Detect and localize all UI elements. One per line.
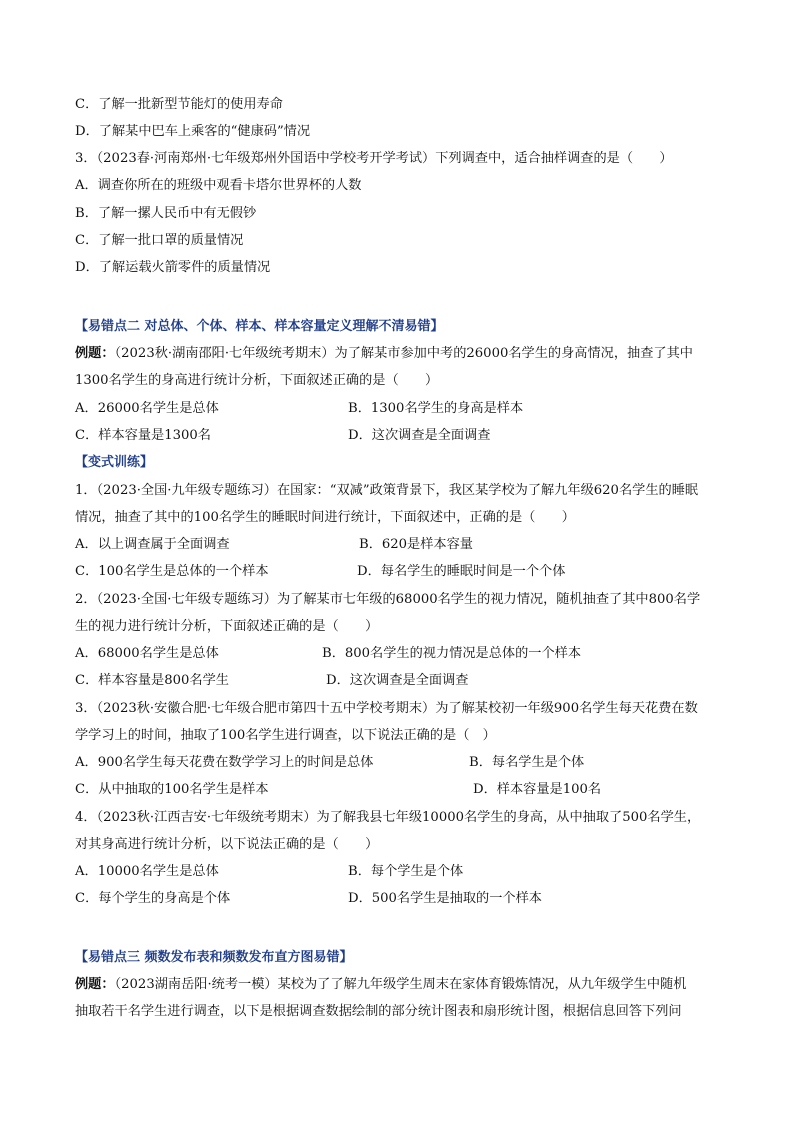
q2-option-a: A．68000名学生是总体 (75, 646, 219, 661)
q3-option-d: D．样本容量是100名 (473, 782, 602, 797)
question-3-option-c: C．了解一批口罩的质量情况 (75, 233, 244, 248)
example-text: （2023秋·湖南邵阳·七年级统考期末）为了解某市参加中考的26000名学生的身高情况，抽查了其中 (114, 346, 693, 361)
q3-option-a: A．900名学生每天花费在数学学习上的时间是总体 (75, 755, 374, 770)
example-label: 例题： (75, 977, 115, 992)
q1-option-a: A．以上调查属于全面调查 (75, 537, 230, 552)
q1-stem-cont: 情况，抽查了其中的100名学生的睡眠时间进行统计，下面叙述中，正确的是（ ） (75, 510, 575, 525)
q4-stem: 4．（2023秋·江西吉安·七年级统考期末）为了解我县七年级10000名学生的身高，从中抽取了500名学生， (75, 810, 701, 825)
q4-option-a: A．10000名学生是总体 (75, 864, 219, 879)
q4-option-d: D．500名学生是抽取的一个样本 (348, 891, 542, 906)
q2-stem-cont: 生的视力进行统计分析，下面叙述正确的是（ ） (75, 619, 379, 634)
variant-training-heading: 【变式训练】 (75, 455, 154, 470)
q4-stem-cont: 对其身高进行统计分析，以下说法正确的是（ ） (75, 837, 379, 852)
section-2-title: 【易错点二 对总体、个体、样本、样本容量定义理解不清易错】 (75, 319, 444, 334)
q3-option-b: B．每名学生是个体 (469, 755, 585, 770)
option-c-line: C．了解一批新型节能灯的使用寿命 (75, 97, 283, 112)
question-3-option-d: D．了解运载火箭零件的质量情况 (75, 260, 271, 275)
q1-option-c: C．100名学生是总体的一个样本 (75, 564, 269, 579)
option-d-line: D．了解某中巴车上乘客的“健康码”情况 (75, 124, 311, 139)
section-2-example (75, 344, 693, 364)
question-3-option-a: A．调查你所在的班级中观看卡塔尔世界杯的人数 (75, 178, 362, 193)
section-3-example (75, 975, 686, 995)
question-3-option-b: B．了解一摞人民币中有无假钞 (75, 206, 257, 221)
question-3-stem: 3．（2023春·河南郑州·七年级郑州外国语中学校考开学考试）下列调查中，适合抽样调查的是（ ） (75, 151, 673, 166)
q4-option-c: C．每个学生的身高是个体 (75, 891, 231, 906)
example-option-a: A．26000名学生是总体 (75, 401, 219, 416)
q3-stem-cont: 学学习上的时间，抽取了100名学生进行调查，以下说法正确的是（ ） (75, 728, 496, 743)
q2-stem: 2．（2023·全国·七年级专题练习）为了解某市七年级的68000名学生的视力情况，随机抽查了其中800名学 (75, 592, 701, 607)
q1-option-b: B．620是样本容量 (359, 537, 473, 552)
q1-stem: 1．（2023·全国·九年级专题练习）在国家：“双减”政策背景下，我区某学校为了解九年级620名学生的睡眠 (75, 483, 699, 498)
q3-stem: 3．（2023秋·安徽合肥·七年级合肥市第四十五中学校考期末）为了解某校初一年级900名学生每天花费在数 (75, 701, 698, 716)
q3-option-c: C．从中抽取的100名学生是样本 (75, 782, 269, 797)
section-2-example-cont: 1300名学生的身高进行统计分析，下面叙述正确的是（ ） (75, 373, 439, 388)
q4-option-b: B．每个学生是个体 (348, 864, 464, 879)
example-text: （2023湖南岳阳·统考一模）某校为了了解九年级学生周末在家体育锻炼情况，从九年级学生中随机 (114, 977, 687, 992)
q2-option-b: B．800名学生的视力情况是总体的一个样本 (322, 646, 582, 661)
example-option-c: C．样本容量是1300名 (75, 428, 211, 443)
section-3-title: 【易错点三 频数发布表和频数发布直方图易错】 (75, 950, 353, 965)
example-option-b: B．1300名学生的身高是样本 (348, 401, 524, 416)
q2-option-d: D．这次调查是全面调查 (326, 673, 469, 688)
q2-option-c: C．样本容量是800名学生 (75, 673, 229, 688)
section-3-example-cont: 抽取若干名学生进行调查，以下是根据调查数据绘制的部分统计图表和扇形统计图，根据信息回答下列问 (75, 1004, 682, 1019)
q1-option-d: D．每名学生的睡眠时间是一个个体 (357, 564, 566, 579)
example-label: 例题： (75, 346, 115, 361)
example-option-d: D．这次调查是全面调查 (348, 428, 491, 443)
